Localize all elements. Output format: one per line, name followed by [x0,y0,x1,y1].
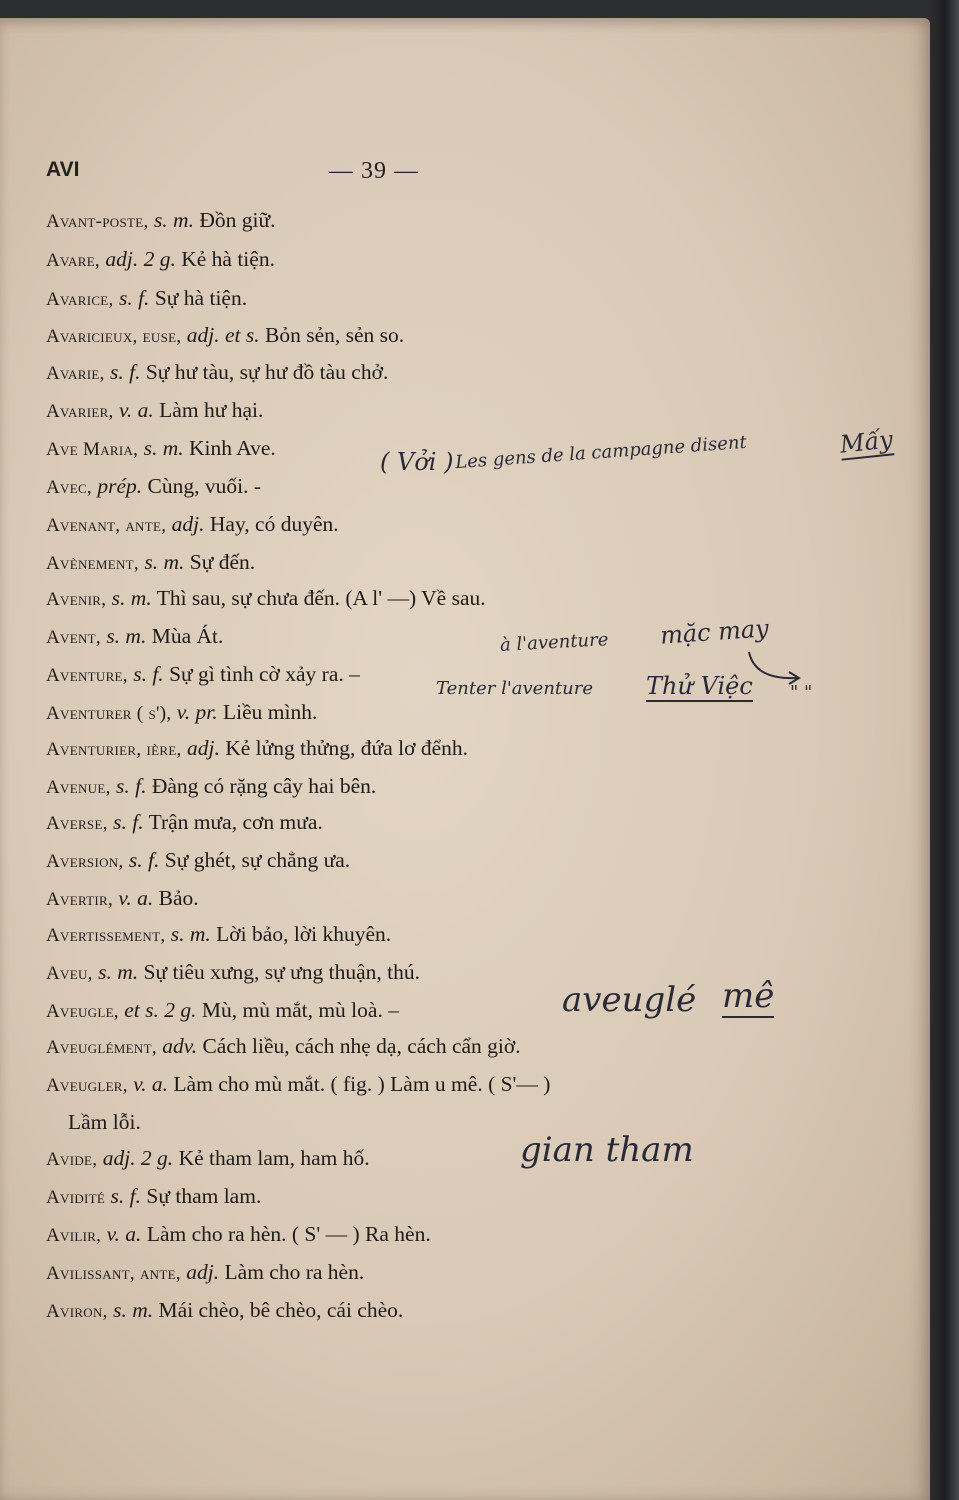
dictionary-entry [46,586,886,612]
entry-headword: Avarie, [46,363,105,384]
entry-grammar: v. a. [106,1222,142,1246]
dictionary-entry [46,512,886,538]
entry-definition: Sự hư tàu, sự hư đồ tàu chở. [145,360,389,384]
entry-definition: Đồn giữ. [199,208,276,232]
entry-headword: Aveugle, [46,1001,119,1022]
dictionary-entry [46,398,886,424]
entry-definition: Sự gì tình cờ xảy ra. – [169,662,360,686]
handwritten-avec-note: Les gens de la campagne disent [454,431,748,474]
entry-grammar: s. m. [144,550,185,574]
dictionary-entry [46,1298,886,1324]
entry-definition: Kinh Ave. [189,436,276,460]
entry-definition: Làm hư hại. [159,398,264,422]
entry-headword: Aveugler, [46,1075,128,1096]
entry-definition: Kẻ lửng thửng, đứa lơ đểnh. [225,736,469,760]
entry-grammar: v. pr. [176,700,218,724]
entry-definition: Đàng có rặng cây hai bên. [151,774,377,798]
entry-grammar: adj. [187,736,220,760]
entry-grammar: v. a. [133,1072,169,1096]
entry-grammar: s. f. [133,662,164,686]
entry-definition: Sự hà tiện. [154,286,248,310]
page-header [46,158,906,188]
entry-grammar: s. m. [113,1298,154,1322]
entry-grammar: et s. 2 g. [124,998,197,1022]
entry-definition: Mù, mù mắt, mù loà. – [201,998,399,1022]
entry-grammar: s. f. [110,360,141,384]
entry-headword: Avertir, [46,889,114,910]
entry-headword: Avènement, [46,553,139,574]
entry-grammar: adv. [162,1034,198,1058]
entry-headword: Aventurier, ière, [46,739,182,760]
entry-grammar: s. f. [116,774,147,798]
dictionary-entry [46,474,886,500]
entry-grammar: s. m. [106,624,147,648]
handwritten-avec-paren: ( Vởi ) [380,448,454,476]
entry-grammar: s. m. [143,436,184,460]
dictionary-entry [46,774,886,800]
entry-headword: Avenant, ante, [46,515,167,536]
handwritten-avide-trans: gian tham [520,1130,694,1170]
entry-grammar: v. a. [118,886,154,910]
entry-definition: Hay, có duyên. [209,512,339,536]
entry-grammar: adj. 2 g. [102,1146,174,1170]
dictionary-entry [46,1222,886,1248]
handwritten-aveugle-word: aveuglé [562,980,697,1020]
entry-headword: Aventurer ( s'), [46,703,172,724]
entry-headword: Aviron, [46,1301,108,1322]
entry-grammar: v. a. [118,398,154,422]
entry-grammar: adj. [171,512,205,536]
entry-definition: Lầm lỗi. [68,1110,141,1134]
dictionary-entry [46,886,886,912]
dictionary-entry [46,810,886,836]
entry-definition: Trận mưa, cơn mưa. [148,810,323,834]
entry-grammar: s. m. [153,208,194,232]
dictionary-entry [46,1260,886,1286]
entry-grammar: s. m. [170,922,211,946]
entry-grammar: s. f. [128,848,160,872]
entry-headword: Aveuglément, [46,1037,157,1058]
entry-headword: Avaricieux, euse, [46,326,182,347]
entry-headword: Avidité [46,1187,106,1208]
handwritten-aventure-phrase: à l'aventure [499,629,609,656]
entry-headword: Avarice, [46,289,114,310]
entry-grammar: s. f. [113,810,144,834]
entry-continuation [68,1110,141,1135]
dictionary-entry [46,1072,886,1098]
dictionary-entry [46,286,886,312]
running-head: AVI [46,158,80,181]
entry-headword: Avent, [46,627,101,648]
entry-headword: Avenir, [46,589,107,610]
entry-definition: Mái chèo, bê chèo, cái chèo. [158,1298,404,1322]
dictionary-page [0,18,930,1500]
handwritten-avec-word: Mấy [838,425,895,459]
entry-definition: Sự tham lam. [146,1184,262,1208]
entry-definition: Kẻ tham lam, ham hố. [178,1146,370,1170]
dictionary-entry [46,360,886,386]
entry-definition: Làm cho mù mắt. ( fig. ) Làm u mê. ( S'— ) [173,1072,551,1096]
dictionary-entry [46,922,886,948]
dictionary-entry [46,247,886,273]
handwritten-aventurer-word: Thử Việc [646,672,753,700]
entry-headword: Aventure, [46,665,128,686]
entry-definition: Thì sau, sự chưa đến. (A l' —) Về sau. [156,586,486,610]
entry-headword: Avenue, [46,777,111,798]
entry-definition: Làm cho ra hèn. [224,1260,365,1284]
handwritten-aveugle-trans: mê [722,976,775,1016]
handwritten-aventurer-phrase: Tenter l'aventure [436,678,593,699]
entry-definition: Bỏn sẻn, sẻn so. [265,323,405,347]
dictionary-entry [46,848,886,874]
entry-definition: Làm cho ra hèn. ( S' — ) Ra hèn. [146,1222,431,1246]
entry-grammar: adj. [186,1260,220,1284]
dictionary-entry [46,1184,886,1210]
entry-grammar: adj. et s. [186,323,260,347]
entry-headword: Avare, [46,250,100,271]
dictionary-entry [46,1034,886,1060]
entry-grammar: s. f. [118,286,150,310]
dictionary-entry [46,323,886,349]
handwritten-aventure-word: mặc may [659,614,770,650]
entry-definition: Sự ghét, sự chẳng ưa. [164,848,351,872]
dictionary-entry [46,700,886,726]
entry-definition: Liều mình. [222,700,318,724]
entry-grammar: s. f. [110,1184,141,1208]
entry-headword: Aveu, [46,963,93,984]
entry-grammar: adj. 2 g. [105,247,176,271]
entry-headword: Avide, [46,1149,98,1170]
entry-definition: Lời bảo, lời khuyên. [216,922,392,946]
entry-headword: Avilir, [46,1225,102,1246]
dictionary-entry [46,208,886,234]
page-number: — 39 — [329,158,419,184]
entry-definition: Cùng, vuối. - [147,474,262,498]
handwritten-aventurer-ditto: " " [790,682,813,703]
entry-headword: Avertissement, [46,925,166,946]
entry-headword: Ave Maria, [46,439,139,460]
entry-definition: Mùa Át. [151,624,224,648]
entry-headword: Avarier, [46,401,114,422]
entry-grammar: s. m. [98,960,139,984]
entry-headword: Avec, [46,477,92,498]
entry-definition: Cách liều, cách nhẹ dạ, cách cẩn giờ. [202,1034,521,1058]
dictionary-entry [46,736,886,762]
entry-definition: Kẻ hà tiện. [181,247,275,271]
entry-grammar: s. m. [111,586,152,610]
entry-definition: Sự đến. [189,550,256,574]
entry-headword: Aversion, [46,851,124,872]
dictionary-entry [46,550,886,576]
entry-headword: Avilissant, ante, [46,1263,181,1284]
entry-headword: Avant-poste, [46,211,149,232]
entry-definition: Sự tiêu xưng, sự ưng thuận, thú. [143,960,421,984]
entry-definition: Bảo. [158,886,199,910]
dictionary-entry [46,1146,886,1172]
entry-headword: Averse, [46,813,108,834]
entry-grammar: prép. [97,474,143,498]
